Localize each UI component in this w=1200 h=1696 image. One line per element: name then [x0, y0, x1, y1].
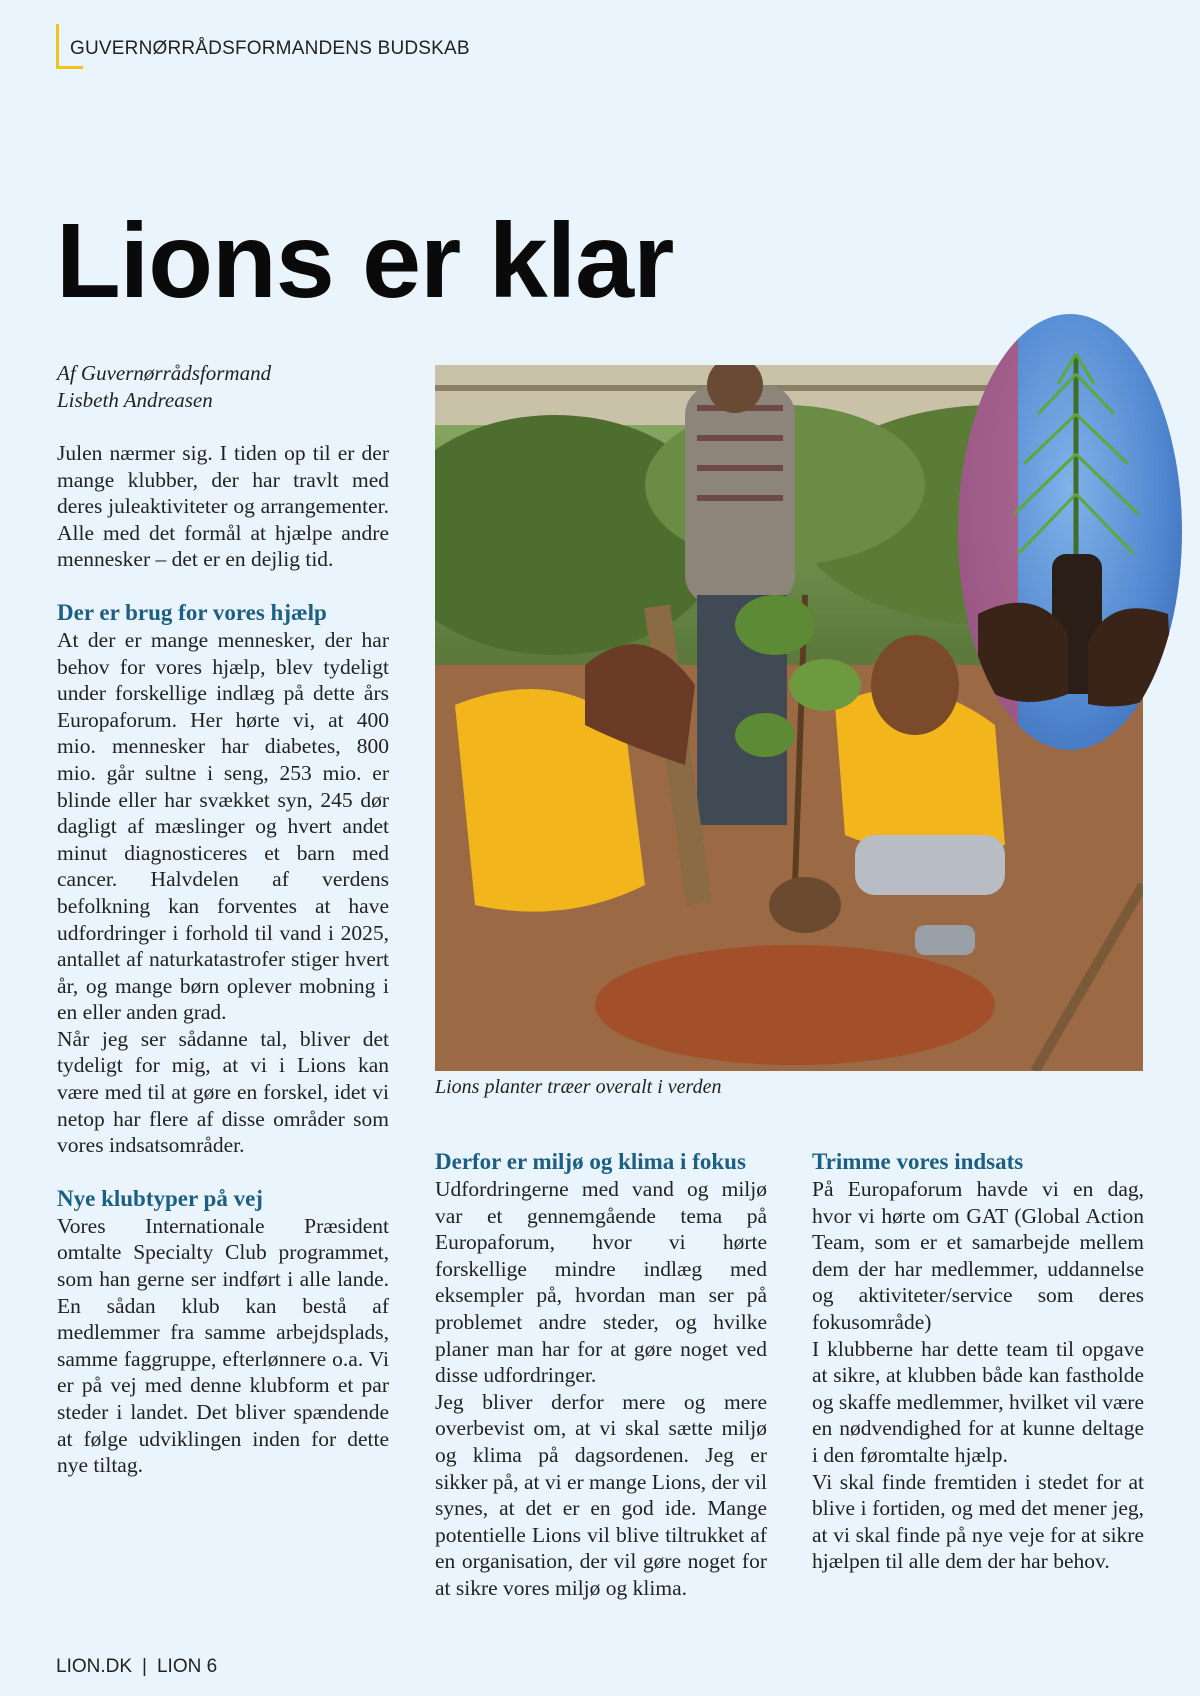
- byline-role: Af Guvernørrådsformand: [57, 361, 272, 385]
- heading-trim-effort: Trimme vores indsats: [812, 1149, 1024, 1174]
- byline-author: Lisbeth Andreasen: [57, 388, 213, 412]
- footer-site-link[interactable]: LION.DK: [56, 1656, 133, 1677]
- byline: [57, 360, 397, 414]
- heading-environment-focus: Derfor er miljø og klima i fokus: [435, 1149, 746, 1174]
- article-title: Lions er klar: [56, 202, 674, 320]
- heading-help-needed: Der er brug for vores hjælp: [57, 599, 327, 625]
- column-2: [435, 1148, 767, 1602]
- seedling-inset-photo: [958, 314, 1182, 750]
- paragraph-statistics: At der er mange mennesker, der har behov for vores hjælp, blev tydeligt under forskellige indlæg på dette års Europaforum. Her hørte vi, at 400 mio. mennesker har diabetes, 800 mio. går sultne i seng, 253 mio. er blinde eller har svækket syn, 245 dør dagligt af mæslinger og hvert andet minut diagnosticeres et barn med cancer. Halvdelen af verdens befolkning kan forventes at have udfordringer i forhold til vand i 2025, antallet af naturkatastrofer stiger hvert år, og mange børn oplever mobning i en eller anden grad.: [57, 627, 389, 1025]
- intro-paragraph: Julen nærmer sig. I tiden op til er der mange klubber, der har travlt med deres juleaktiviteter og arrangementer. Alle med det formål at hjælpe andre mennesker – det er en dejlig tid.: [57, 441, 389, 572]
- footer-issue: LION 6: [156, 1656, 218, 1677]
- paragraph-specialty-club: Vores Internationale Præsident omtalte Specialty Club programmet, som han gerne ser indført i alle lande. En sådan klub kan bestå af medlemmer fra samme arbejdsplads, samme faggruppe, efterlønnere o.a. Vi er på vej med denne klubform et par steder i landet. Det bliver spændende at følge udviklingen inden for dette nye tiltag.: [57, 1213, 389, 1478]
- section-label: GUVERNØRRÅDSFORMANDENS BUDSKAB: [70, 38, 470, 59]
- page-footer: [56, 1656, 217, 1678]
- paragraph-difference: Når jeg ser sådanne tal, bliver det tydeligt for mig, at vi i Lions kan være med til at gøre en forskel, idet vi netop har flere af disse områder som vores indsatsområder.: [57, 1026, 389, 1158]
- paragraph-club-team: I klubberne har dette team til opgave at sikre, at klubben både kan fastholde og skaffe medlemmer, hvilket vil være en nødvendighed for at kunne deltage i den føromtalte hjælp.: [812, 1336, 1144, 1467]
- heading-new-club-types: Nye klubtyper på vej: [57, 1185, 263, 1211]
- photo-caption: Lions planter træer overalt i verden: [435, 1076, 722, 1098]
- paragraph-future: Vi skal finde fremtiden i stedet for at blive i fortiden, og med det mener jeg, at vi skal finde på nye veje for at sikre hjælpen til alle dem der har behov.: [812, 1469, 1144, 1574]
- paragraph-water-environment: Udfordringerne med vand og miljø var et gennemgående tema på Europaforum, hvor vi hørte forskellige mindre indlæg med eksempler på, hvordan man ser på problemet andre steder, og hvilke planer man har for at gøre noget ved disse udfordringer.: [435, 1177, 767, 1388]
- paragraph-agenda: Jeg bliver derfor mere og mere overbevist om, at vi skal sætte miljø og klima på dagsordenen. Jeg er sikker på, at vi er mange Lions, der vil synes, at det er en god ide. Mange potentielle Lions vil blive tiltrukket af en organisation, der vil gøre noget for at sikre vores miljø og klima.: [435, 1389, 767, 1600]
- paragraph-gat: På Europaforum havde vi en dag, hvor vi hørte om GAT (Global Action Team, som er et samarbejde mellem dem der har medlemmer, uddannelse og aktiviteter/service som deres fokusområde): [812, 1177, 1144, 1334]
- footer-separator: |: [142, 1656, 147, 1677]
- column-1: [57, 440, 389, 1479]
- column-3: [812, 1148, 1144, 1575]
